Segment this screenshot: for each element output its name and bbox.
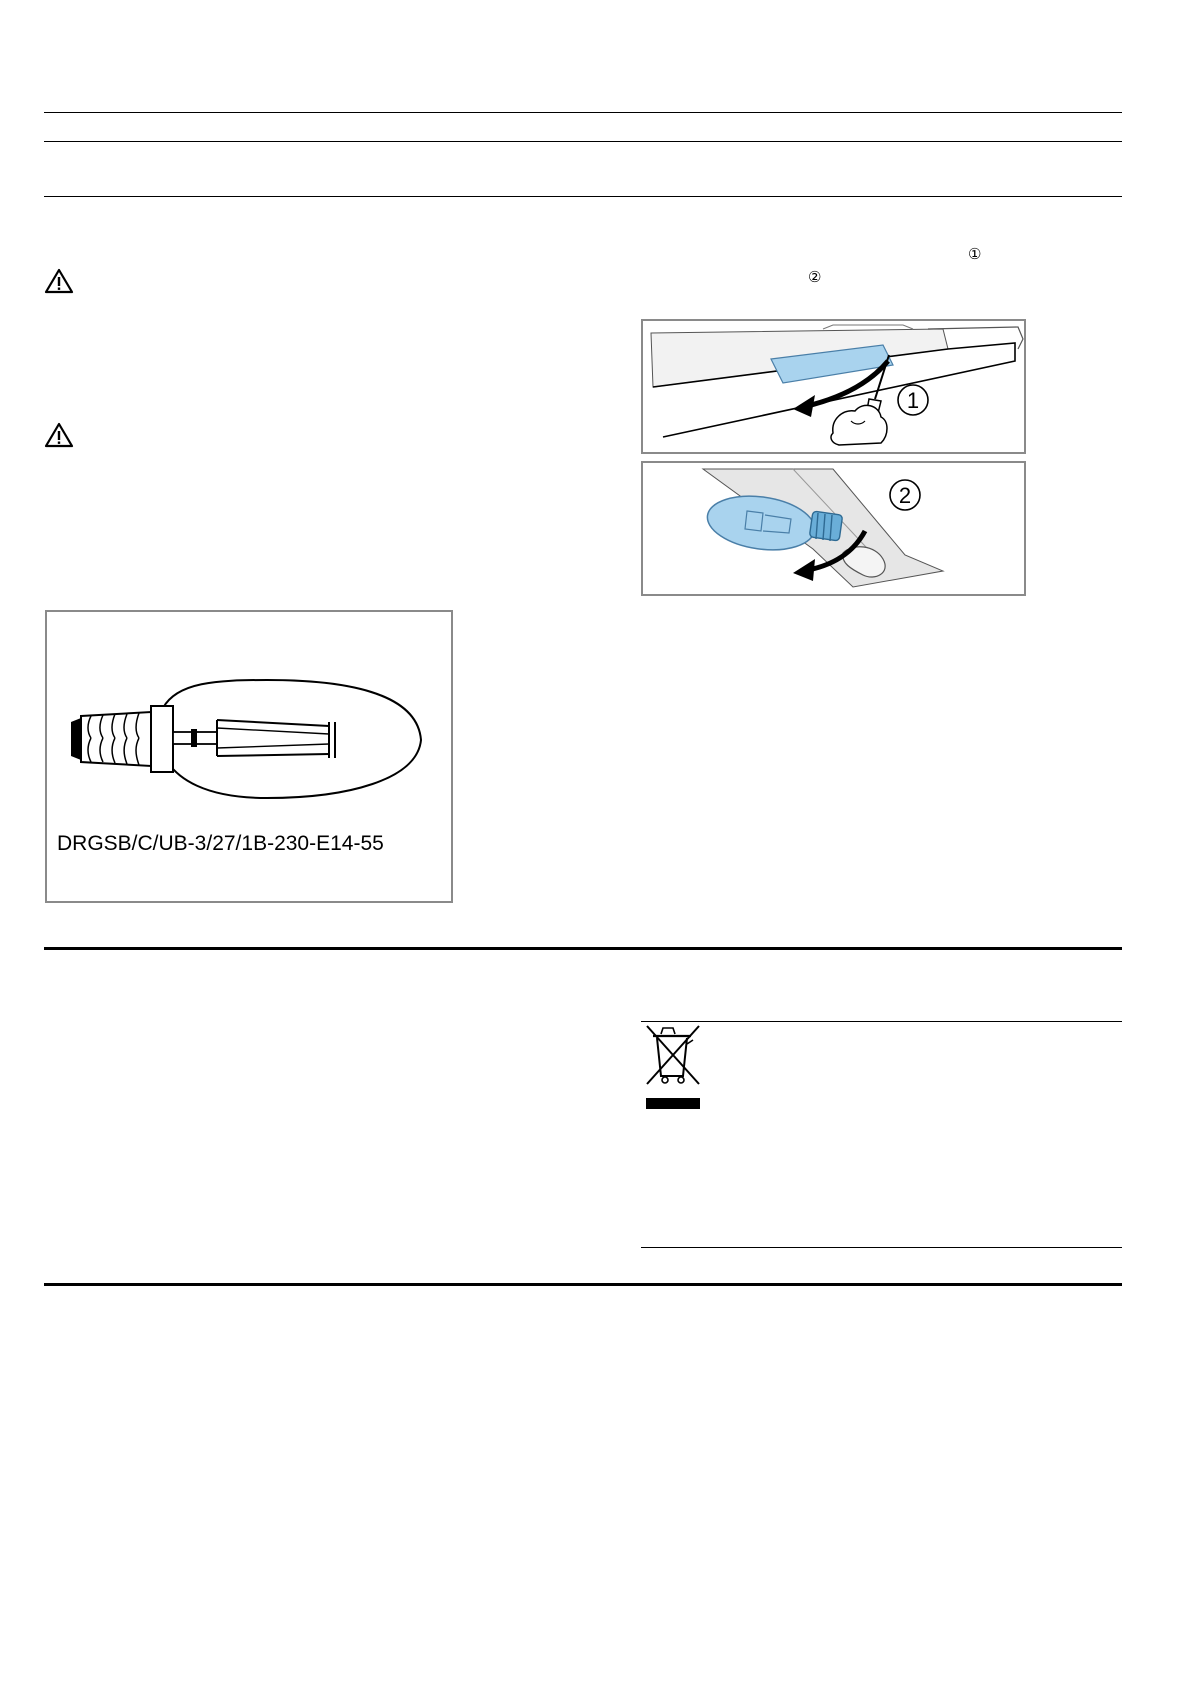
weee-box-bottom-rule [641,1247,1122,1248]
section-rule-2 [44,1283,1122,1286]
header-rule-bottom [44,196,1122,197]
weee-box-top-rule [641,1021,1122,1022]
removal-step-1-number: 1 [906,388,920,413]
bulb-spec-figure [45,610,453,903]
step-callout-1: ① [968,246,982,263]
candle-bulb-icon [47,612,451,812]
bulb-removal-illustration [643,463,1024,594]
removal-figure-step-1 [641,319,1026,454]
warning-triangle-icon [44,422,74,448]
removal-figure-step-2 [641,461,1026,596]
warning-triangle-icon [44,268,74,294]
step-callout-2: ② [808,269,822,286]
bulb-model-label: DRGSB/C/UB-3/27/1B-230-E14-55 [57,832,384,855]
weee-crossed-bin-icon [643,1024,703,1110]
removal-step-2-number: 2 [898,483,912,508]
header-rule-top [44,112,1122,113]
lamp-cover-removal-illustration [643,321,1024,452]
header-rule-middle [44,141,1122,142]
section-rule-1 [44,947,1122,950]
